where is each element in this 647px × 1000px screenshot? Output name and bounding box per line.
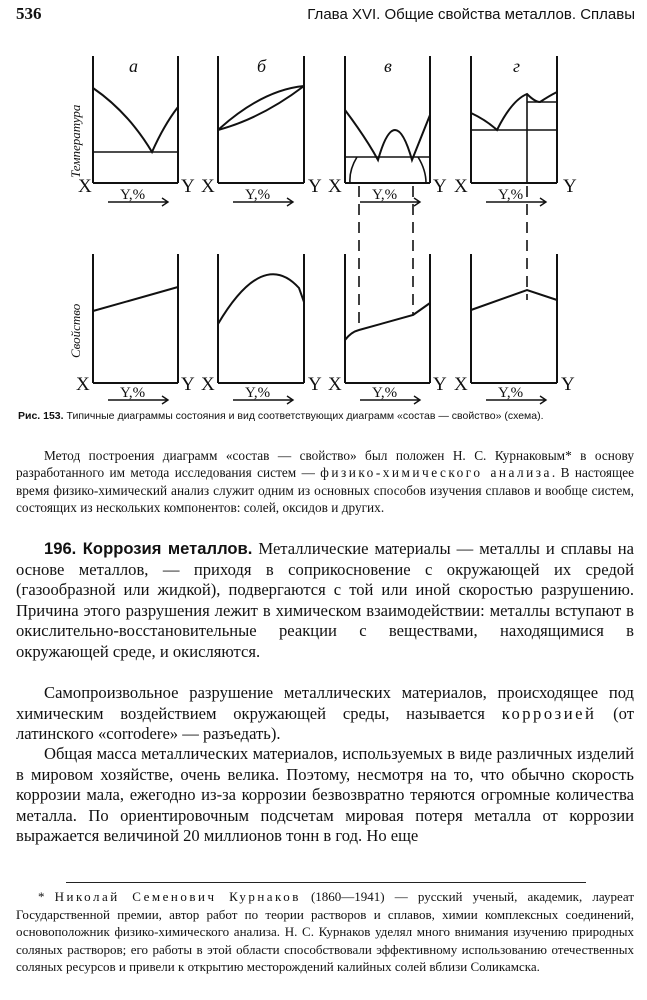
figure-svg (0, 0, 647, 405)
paragraph-corrosion-definition (16, 683, 634, 745)
panel-b-property-curve (218, 274, 304, 324)
p1-text-3: . В настоящее время физико-химический анализ служит одним из основных способов изучения сплавов и вообще систем, состоящих из нескольких компонентов: солей, оксидов и других. (16, 465, 634, 515)
composition-label: Y,% (120, 187, 146, 203)
y-end-label: Y (561, 374, 575, 395)
panel-a-property-diagram (93, 254, 178, 383)
p2-text: Металлические материалы — металлы и сплавы на основе металлов, — приходя в соприкосновение с окружающей их средой (газообразной или жидкой), подвергаются с той или иной скоростью разрушению. Причина этого разрушения лежит в химическом взаимодействии: металлы вступают в окислительно-восстановительные реакции с веществами, находящимися в окружающей среде, и окисляются. (16, 539, 634, 661)
x-end-label: X (454, 176, 468, 197)
section-heading-196: 196. Коррозия металлов. (44, 539, 253, 558)
panel-a-prop-axes (93, 254, 178, 383)
composition-label: Y,% (245, 187, 271, 203)
panel-a-property-line (93, 287, 178, 311)
footnote-text: (1860—1941) — русский ученый, академик, лауреат Государственной премии, автор работ по теории растворов и сплавов, химии комплексных соединений, основоположник физико-химического анализа. Н. С. Курнаков уделял много внимания изучению природных соляных растворов; его работы в этой области способствовали эффективному использованию отечественных соляных ресурсов и привели к открытию месторождений калийных солей вблизи Соликамска. (16, 889, 635, 974)
y-end-label: Y (308, 374, 322, 395)
p1-spaced-term: физико-химического анализа (320, 465, 552, 481)
panel-a-liquidus (93, 88, 178, 152)
panel-letter-a: а (129, 56, 138, 76)
dashed-connectors (359, 186, 527, 330)
panel-v-prop-axes (345, 254, 430, 383)
y-axis-label-property: Свойство (68, 303, 83, 358)
x-end-label: X (328, 176, 342, 197)
footnote-name: Николай Семенович Курнаков (54, 889, 301, 904)
panel-b-solidus (218, 86, 304, 130)
composition-label: Y,% (372, 187, 398, 203)
x-end-label: X (76, 374, 90, 395)
y-end-label: Y (181, 176, 195, 197)
p3-text-1: Самопроизвольное разрушение металлических материалов, происходящее под химическим воздействием окружающей среды, называется (16, 683, 634, 723)
y-end-label: Y (433, 374, 447, 395)
composition-arrows (108, 198, 546, 404)
panel-g-liquidus (471, 92, 557, 130)
caption-prefix: Рис. 153. (18, 410, 64, 422)
paragraph-corrosion-losses (16, 744, 634, 847)
panel-letter-v: в (384, 56, 392, 76)
x-end-label: X (328, 374, 342, 395)
y-end-label: Y (308, 176, 322, 197)
panel-g-property-line (471, 290, 557, 310)
paragraph-corrosion-section (16, 539, 634, 663)
page-number: 536 (16, 4, 42, 23)
p3-text-2: (от латинского «corrodere» — разъедать). (16, 703, 634, 744)
panel-g-property-diagram (471, 254, 557, 383)
y-end-label: Y (433, 176, 447, 197)
caption-text: Типичные диаграммы состояния и вид соответствующих диаграмм «состав — свойство» (схема). (66, 410, 544, 422)
y-end-label: Y (181, 374, 195, 395)
x-end-label: X (201, 374, 215, 395)
paragraph-kurnakov-method (16, 447, 634, 516)
panel-v-solvus (350, 157, 426, 183)
panel-v-liquidus (345, 110, 430, 160)
composition-label: Y,% (372, 385, 398, 401)
x-end-label: X (454, 374, 468, 395)
panel-g-prop-axes (471, 254, 557, 383)
composition-label: Y,% (245, 385, 271, 401)
panel-v-property-diagram (345, 254, 430, 383)
panel-b-prop-axes (218, 254, 304, 383)
composition-label: Y,% (498, 187, 524, 203)
x-end-label: X (201, 176, 215, 197)
footnote-divider (66, 882, 586, 883)
y-axis-label-temperature: Температура (68, 104, 83, 178)
panel-v-property-curve (345, 303, 430, 340)
footnote (16, 888, 634, 976)
p1-text-2: в основу разработанного им метода исследования систем — (16, 448, 634, 481)
panel-letter-b: б (257, 56, 267, 76)
p1-text-1: Метод построения диаграмм «состав — свойство» был положен Н. С. Курнаковым (44, 448, 566, 463)
footnote-marker: * (565, 448, 572, 463)
composition-label: Y,% (498, 385, 524, 401)
footnote-marker: * (38, 889, 55, 904)
figure-caption (18, 409, 633, 423)
y-end-label: Y (563, 176, 577, 197)
composition-label: Y,% (120, 385, 146, 401)
p3-spaced-term: коррозией (501, 703, 597, 723)
running-head: Глава XVI. Общие свойства металлов. Сплавы (307, 6, 635, 23)
p4-text: Общая масса металлических материалов, используемых в виде различных изделий в мировом хозяйстве, очень велика. Поэтому, несмотря на то, что обычно скорость коррозии мала, ежегодно из-за коррозии безвозвратно теряются огромные количества металла. По ориентировочным подсчетам мировая потеря металла от коррозии выражается величиной 20 миллионов тонн в год. Но еще (16, 744, 634, 846)
panel-b-property-diagram (218, 254, 304, 383)
x-end-label: X (78, 176, 92, 197)
panel-letter-g: г (513, 56, 521, 76)
panel-b-liquidus (218, 86, 304, 130)
